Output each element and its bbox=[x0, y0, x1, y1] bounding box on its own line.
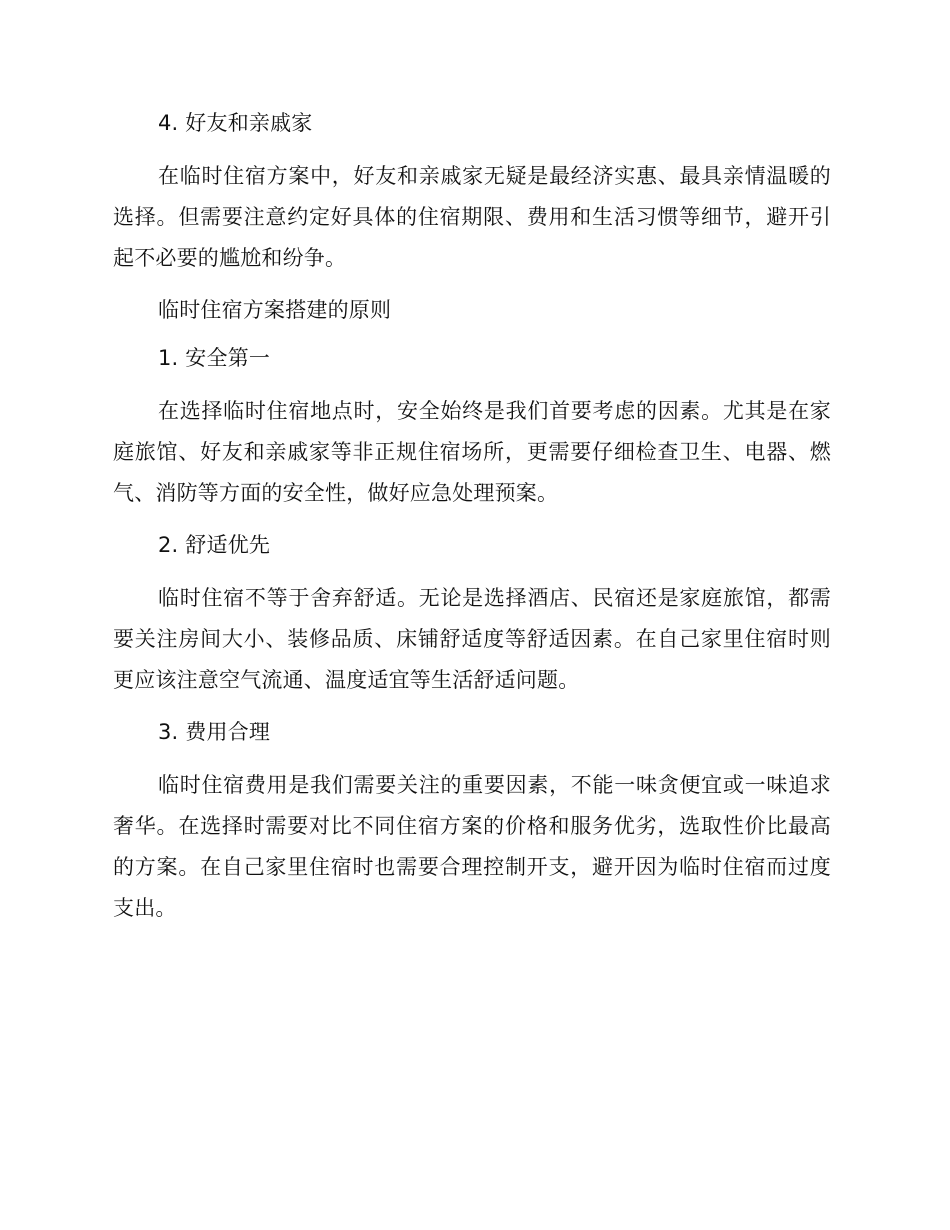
section-heading-friends-relatives: 4. 好友和亲戚家 bbox=[158, 111, 313, 135]
document-body bbox=[113, 108, 831, 945]
paragraph-cost: 临时住宿费用是我们需要关注的重要因素，不能一味贪便宜或一味追求奢华。在选择时需要对比不同住宿方案的价格和服务优劣，选取性价比最高的方案。在自己家里住宿时也需要合理控制开支，避开因为临时住宿而过度支出。 bbox=[113, 773, 831, 920]
paragraph-safety: 在选择临时住宿地点时，安全始终是我们首要考虑的因素。尤其是在家庭旅馆、好友和亲戚家等非正规住宿场所，更需要仔细检查卫生、电器、燃气、消防等方面的安全性，做好应急处理预案。 bbox=[113, 399, 831, 505]
principle-heading-cost: 3. 费用合理 bbox=[158, 720, 271, 744]
principle-heading-safety: 1. 安全第一 bbox=[158, 346, 271, 370]
paragraph-friends-relatives: 在临时住宿方案中，好友和亲戚家无疑是最经济实惠、最具亲情温暖的选择。但需要注意约定好具体的住宿期限、费用和生活习惯等细节，避开引起不必要的尴尬和纷争。 bbox=[113, 164, 831, 270]
principles-heading: 临时住宿方案搭建的原则 bbox=[158, 298, 392, 322]
principle-heading-comfort: 2. 舒适优先 bbox=[158, 533, 271, 557]
paragraph-comfort: 临时住宿不等于舍弃舒适。无论是选择酒店、民宿还是家庭旅馆，都需要关注房间大小、装修品质、床铺舒适度等舒适因素。在自己家里住宿时则更应该注意空气流通、温度适宜等生活舒适问题。 bbox=[113, 586, 831, 692]
